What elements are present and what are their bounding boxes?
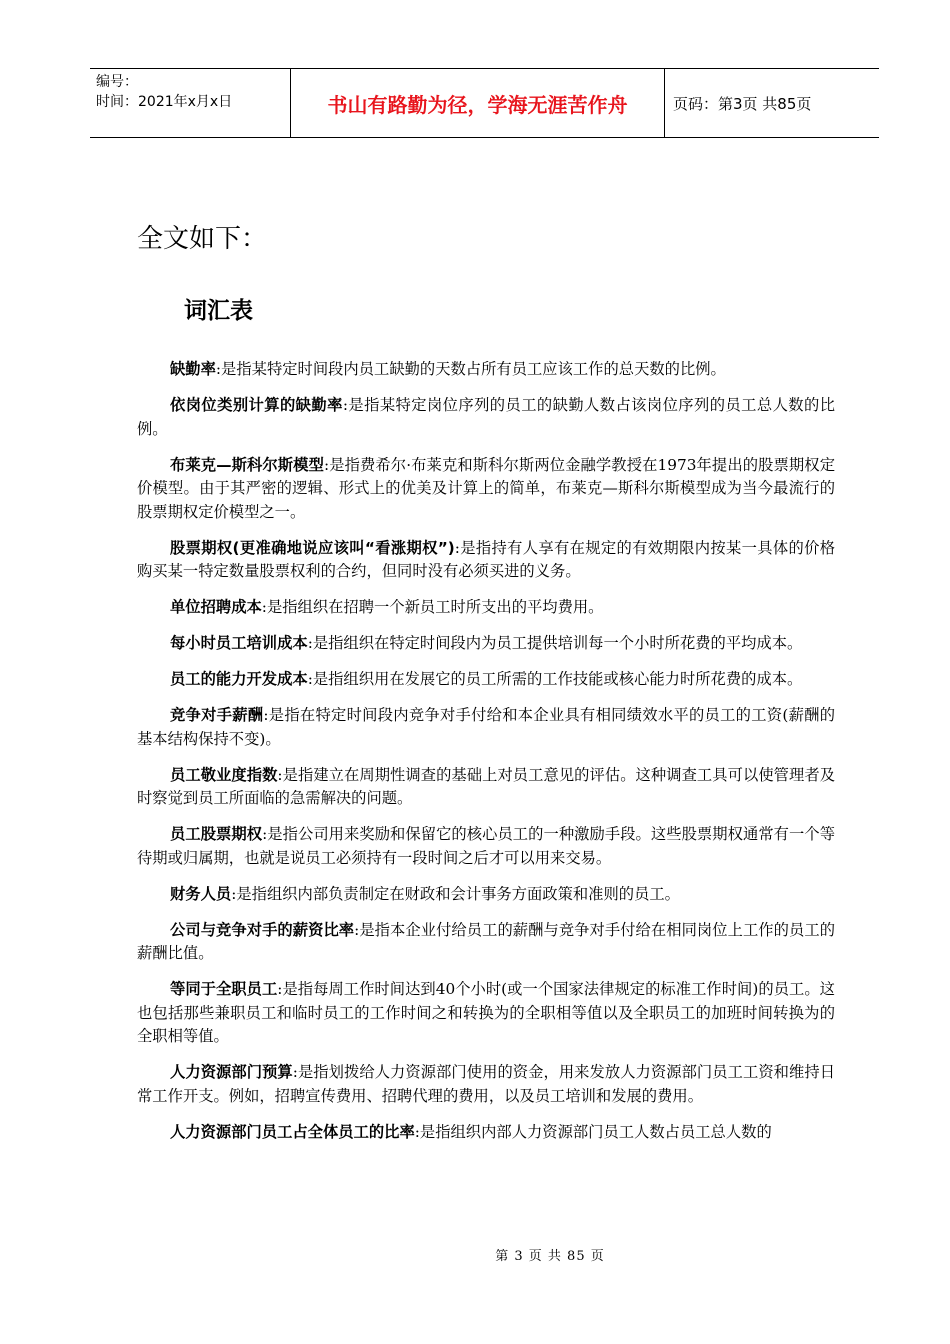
glossary-entry <box>137 668 835 692</box>
entry-term: 财务人员 <box>170 884 232 903</box>
entry-text: :是指在特定时间段内竞争对手付给和本企业具有相同绩效水平的员工的工资(薪酬的基本结构保持不变)。 <box>137 706 835 748</box>
entry-text: :是指公司用来奖励和保留它的核心员工的一种激励手段。这些股票期权通常有一个等待期或归属期，也就是说员工必须持有一段时间之后才可以用来交易。 <box>137 825 835 867</box>
time-label: 时间：2021年x月x日 <box>96 94 233 110</box>
entry-term: 缺勤率 <box>170 360 216 378</box>
entry-term: 人力资源部门预算 <box>170 1063 293 1081</box>
glossary-entry <box>137 596 835 620</box>
page-footer: 第 3 页 共 85 页 <box>495 1249 605 1264</box>
entry-term: 员工的能力开发成本 <box>170 670 308 688</box>
entry-term: 等同于全职员工 <box>170 980 278 998</box>
glossary-entry <box>137 537 835 584</box>
header-motto: 书山有路勤为径，学海无涯苦作舟 <box>291 69 665 137</box>
glossary-entry <box>137 823 835 870</box>
entry-text: :是指持有人享有在规定的有效期限内按某一具体的价格购买某一特定数量股票权利的合约，但同时没有必须买进的义务。 <box>137 538 836 580</box>
glossary-entry <box>137 358 835 382</box>
entry-term: 员工敬业度指数 <box>170 765 278 784</box>
entry-text: :是指组织在招聘一个新员工时所支出的平均费用。 <box>261 598 604 616</box>
number-label: 编号： <box>96 74 138 90</box>
entry-text: :是指建立在周期性调查的基础上对员工意见的评估。这种调查工具可以使管理者及时察觉到员工所面临的急需解决的问题。 <box>137 765 835 807</box>
entry-term: 每小时员工培训成本 <box>170 634 308 652</box>
page-header <box>90 68 879 138</box>
entry-term: 布莱克—斯科尔斯模型 <box>170 455 324 474</box>
entry-text: :是指组织内部负责制定在财政和会计事务方面政策和准则的员工。 <box>231 884 680 903</box>
entry-term: 公司与竞争对手的薪资比率 <box>170 920 355 939</box>
entry-text: :是指某特定时间段内员工缺勤的天数占所有员工应该工作的总天数的比例。 <box>215 360 726 378</box>
entry-text: :是指划拨给人力资源部门使用的资金，用来发放人力资源部门员工工资和维持日常工作开支。例如，招聘宣传费用、招聘代理的费用，以及员工培训和发展的费用。 <box>137 1063 835 1105</box>
header-page-label: 页码：第3页 共85页 <box>673 94 812 113</box>
entry-text: :是指每周工作时间达到40个小时(或一个国家法律规定的标准工作时间)的员工。这也包括那些兼职员工和临时员工的工作时间之和转换为的全职相等值以及全职员工的加班时间转换为的全职相等值。 <box>137 980 835 1045</box>
entry-text: :是指本企业付给员工的薪酬与竞争对手付给在相同岗位上工作的员工的薪酬比值。 <box>137 920 835 962</box>
full-text-heading: 全文如下： <box>137 224 268 254</box>
glossary-entries <box>137 358 835 1157</box>
entry-text: :是指某特定岗位序列的员工的缺勤人数占该岗位序列的员工总人数的比例。 <box>137 396 835 438</box>
entry-term: 依岗位类别计算的缺勤率 <box>170 396 343 414</box>
entry-text: :是指组织用在发展它的员工所需的工作技能或核心能力时所花费的成本。 <box>307 670 803 688</box>
entry-term: 人力资源部门员工占全体员工的比率 <box>170 1122 415 1141</box>
glossary-entry <box>137 394 835 441</box>
entry-text: :是指组织内部人力资源部门员工人数占员工总人数的 <box>414 1122 772 1141</box>
entry-text: :是指组织在特定时间段内为员工提供培训每一个小时所花费的平均成本。 <box>307 634 803 652</box>
glossary-entry <box>137 704 835 751</box>
glossary-entry <box>137 978 835 1049</box>
header-meta <box>90 69 291 137</box>
entry-term: 股票期权(更准确地说应该叫“看涨期权”) <box>170 538 455 557</box>
entry-text: :是指费希尔·布莱克和斯科尔斯两位金融学教授在1973年提出的股票期权定价模型。由于其严密的逻辑、形式上的优美及计算上的简单，布莱克—斯科尔斯模型成为当今最流行的股票期权定价模型之一。 <box>137 455 835 521</box>
entry-term: 竞争对手薪酬 <box>170 706 264 724</box>
entry-term: 单位招聘成本 <box>170 598 262 616</box>
glossary-entry <box>137 883 835 907</box>
glossary-entry <box>137 1121 835 1145</box>
glossary-entry <box>137 764 835 811</box>
glossary-title: 词汇表 <box>184 298 253 324</box>
entry-term: 员工股票期权 <box>170 825 263 843</box>
glossary-entry <box>137 632 835 656</box>
glossary-entry <box>137 1061 835 1108</box>
glossary-entry <box>137 454 835 525</box>
glossary-entry <box>137 919 835 966</box>
